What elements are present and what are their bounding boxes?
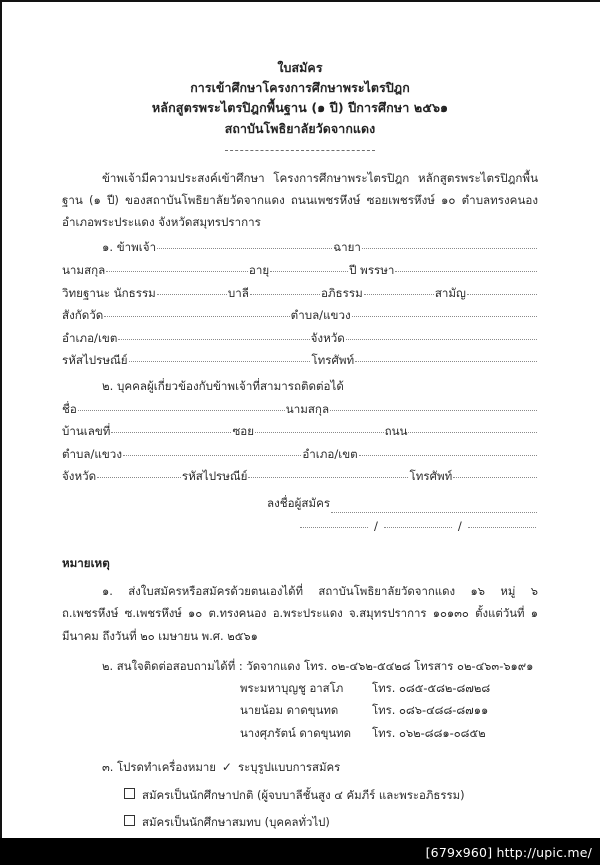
input-pansa[interactable]	[395, 271, 537, 272]
field-row-temple	[62, 304, 538, 327]
field-row-postcode	[62, 349, 538, 372]
label-phone-2: โทรศัพท์	[409, 469, 453, 484]
application-type-section	[62, 756, 538, 834]
input-district-1[interactable]	[118, 339, 309, 340]
input-district-2[interactable]	[359, 455, 537, 456]
document-subtitle-2: หลักสูตรพระไตรปิฎกพื้นฐาน (๑ ปี) ปีการศึกษา ๒๕๖๑	[151, 100, 449, 116]
title-divider	[225, 150, 375, 151]
input-chaya[interactable]	[362, 248, 537, 249]
intro-paragraph	[62, 167, 538, 234]
signature-row	[62, 492, 538, 515]
input-general-education[interactable]	[467, 294, 537, 295]
field-row-district	[62, 327, 538, 350]
label-temple: สังกัดวัด	[62, 308, 104, 323]
note-1-text: ๑. ส่งใบสมัครหรือสมัครด้วยตนเองได้ที่ สถาบันโพธิยาลัยวัดจากแดง ๑๖ หมู่ ๖ ถ.เพชรหึงษ์ ซ.เพชรหึงษ์ ๑๐ ต.ทรงคนอง อ.พระประแดง จ.สมุทรปราการ ๑๐๑๓๐ ตั้งแต่วันที่ ๑ มีนาคม ถึงวันที่ ๒๐ เมษายน พ.ศ. ๒๕๖๑	[62, 584, 538, 643]
contact-phone: โทร. ๐๖๒-๘๘๑-๐๘๕๒	[372, 725, 486, 740]
contact-block	[62, 655, 538, 744]
field-row-house	[62, 420, 538, 443]
checkbox-option-associate[interactable]	[124, 811, 538, 833]
input-applicant-name[interactable]	[157, 248, 332, 249]
checkbox-section-heading	[102, 756, 538, 779]
field-row-name	[102, 236, 538, 259]
section2-heading: ๒. บุคคลผู้เกี่ยวข้องกับข้าพเจ้าที่สามารถติดต่อได้	[102, 378, 344, 393]
input-nakdhamma[interactable]	[157, 294, 227, 295]
label-contact-name: ชื่อ	[62, 401, 77, 416]
date-separator-2: /	[457, 518, 462, 533]
checkbox-heading-after: ระบุรูปแบบการสมัคร	[237, 759, 341, 774]
checkbox-icon[interactable]	[124, 815, 135, 826]
date-row	[62, 515, 538, 538]
label-chaya: ฉายา	[333, 240, 361, 255]
input-surname[interactable]	[106, 271, 248, 272]
footer-watermark-text: [679x960] http://upic.me/	[425, 845, 592, 860]
label-district-2: อำเภอ/เขต	[302, 446, 358, 461]
label-province-1: จังหวัด	[310, 330, 345, 345]
document-institution: สถาบันโพธิยาลัยวัดจากแดง	[224, 120, 376, 136]
input-province-2[interactable]	[97, 477, 181, 478]
input-phone-2[interactable]	[453, 477, 537, 478]
contact-name: นางศุภรัตน์ ดาดขุนทด	[240, 725, 352, 740]
contact-name: พระมหาบุญชู อาสโภ	[240, 681, 344, 696]
document-subtitle-1: การเข้าศึกษาโครงการศึกษาพระไตรปิฎก	[190, 80, 410, 96]
input-pali[interactable]	[250, 294, 320, 295]
label-qualification-nakdhamma: วิทยฐานะ นักธรรม	[62, 285, 156, 300]
contact-phone: โทร. ๐๘๕-๕๘๒-๘๗๒๘	[372, 681, 491, 696]
label-abhidhamma: อภิธรรม	[320, 285, 363, 300]
input-contact-surname[interactable]	[330, 410, 537, 411]
section-applicant	[62, 236, 538, 372]
checkbox-option-regular[interactable]	[124, 784, 538, 806]
checkbox-icon[interactable]	[124, 788, 135, 799]
contact-entry	[240, 699, 538, 721]
contact-entry	[240, 677, 538, 699]
section-contact-person	[62, 375, 538, 537]
label-province-2: จังหวัด	[62, 469, 97, 484]
input-soi[interactable]	[255, 432, 384, 433]
field-row-surname	[62, 259, 538, 282]
input-contact-name[interactable]	[78, 410, 285, 411]
label-contact-surname: นามสกุล	[285, 401, 330, 416]
footer-watermark-bar	[0, 838, 600, 865]
input-postcode-1[interactable]	[129, 361, 311, 362]
label-subdistrict-1: ตำบล/แขวง	[290, 308, 351, 323]
date-separator-1: /	[374, 518, 378, 533]
intro-text: ข้าพเจ้ามีความประสงค์เข้าศึกษา โครงการศึกษาพระไตรปิฎก หลักสูตรพระไตรปิฎกพื้นฐาน (๑ ปี) ของสถาบันโพธิยาลัยวัดจากแดง ถนนเพชรหึงษ์ ซอยเพชรหึงษ์ ๑๐ ตำบลทรงคนอง อำเภอพระประแดง จังหวัดสมุทรปราการ	[62, 170, 538, 230]
label-road: ถนน	[384, 424, 408, 439]
note-2-lead: ๒. สนใจติดต่อสอบถามได้ที่ : วัดจากแดง โทร. ๐๒-๔๖๒-๕๔๒๘ โทรสาร ๐๒-๔๖๓-๖๑๙๑	[102, 658, 534, 673]
checkbox-heading-before: ๓. โปรดทำเครื่องหมาย	[102, 759, 216, 774]
input-postcode-2[interactable]	[248, 477, 408, 478]
label-postcode-1: รหัสไปรษณีย์	[62, 353, 128, 368]
input-date-month[interactable]	[384, 527, 452, 528]
label-general-education: สามัญ	[434, 285, 466, 300]
label-soi: ซอย	[232, 424, 255, 439]
input-house-no[interactable]	[111, 432, 231, 433]
field-row-contact-name	[62, 398, 538, 421]
label-surname: นามสกุล	[62, 263, 106, 278]
input-road[interactable]	[408, 432, 537, 433]
input-age[interactable]	[270, 271, 348, 272]
input-temple[interactable]	[104, 316, 289, 317]
document-title: ใบสมัคร	[277, 60, 323, 75]
contact-phone: โทร. ๐๘๖-๔๘๘-๘๗๑๑	[372, 703, 489, 718]
label-year-pansa: ปี พรรษา	[349, 263, 395, 278]
label-age: อายุ	[248, 263, 270, 278]
label-district-1: อำเภอ/เขต	[62, 330, 118, 345]
note-item-1	[62, 580, 538, 647]
input-date-day[interactable]	[300, 527, 368, 528]
input-date-year[interactable]	[468, 527, 536, 528]
label-house-no: บ้านเลขที่	[62, 424, 111, 439]
input-subdistrict-2[interactable]	[123, 455, 301, 456]
input-subdistrict-1[interactable]	[352, 316, 537, 317]
checkbox-option-label: สมัครเป็นนักศึกษาปกติ (ผู้จบบาลีชั้นสูง ๔ คัมภีร์ และพระอภิธรรม)	[142, 788, 465, 803]
checkbox-option-label: สมัครเป็นนักศึกษาสมทบ (บุคคลทั่วไป)	[142, 815, 330, 830]
input-signature[interactable]	[331, 490, 537, 513]
label-pali: บาลี	[227, 285, 249, 300]
contact-name: นายน้อม ดาดขุนทด	[240, 703, 339, 718]
field-row-contact-subdistrict	[62, 443, 538, 466]
label-postcode-2: รหัสไปรษณีย์	[181, 469, 248, 484]
checkmark-icon: ✓	[221, 759, 232, 774]
notes-heading: หมายเหตุ	[62, 556, 110, 571]
label-subdistrict-2: ตำบล/แขวง	[62, 446, 122, 461]
label-signature: ลงชื่อผู้สมัคร	[267, 495, 331, 510]
label-phone-1: โทรศัพท์	[311, 353, 355, 368]
input-abhidhamma[interactable]	[364, 294, 434, 295]
field-row-qualification	[62, 282, 538, 305]
title-block	[62, 58, 538, 139]
input-phone-1[interactable]	[355, 361, 537, 362]
contact-entry	[240, 722, 538, 744]
label-applicant: ๑. ข้าพเจ้า	[102, 240, 157, 255]
input-province-1[interactable]	[346, 339, 537, 340]
field-row-contact-province	[62, 465, 538, 488]
